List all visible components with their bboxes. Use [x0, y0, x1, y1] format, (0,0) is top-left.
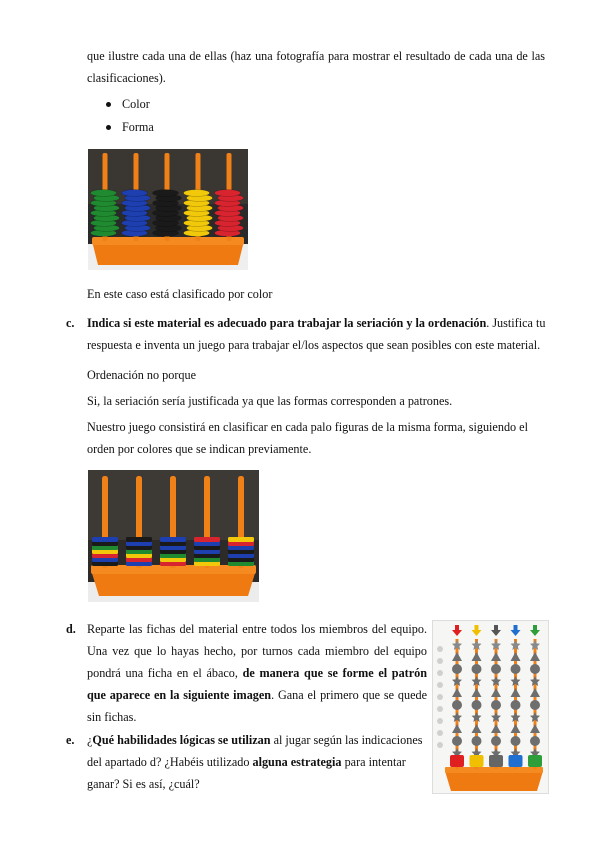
game-description-line-1: Nuestro juego consistirá en clasificar en cada palo figuras de la misma forma, siguiendo el: [87, 420, 528, 434]
pattern-image: [432, 620, 549, 794]
shape-chip: [92, 537, 118, 542]
section-e-rest-1: al jugar según las indicaciones: [270, 733, 423, 747]
intro-line-2: clasificaciones).: [87, 71, 166, 85]
section-d-line-4-bold: que aparece en la siguiente imagen: [87, 688, 272, 702]
section-d-line-4: [87, 687, 427, 703]
abacus-shape-photo: [88, 470, 259, 602]
section-d-line-5: sin fichas.: [87, 710, 137, 724]
color-chip: [215, 190, 241, 197]
pattern-side-chip: [437, 682, 443, 688]
pattern-side-chip: [437, 646, 443, 652]
pattern-circle-chip: [491, 664, 501, 674]
section-c-bold: Indica si este material es adecuado para trabajar la seriación y la ordenación: [87, 316, 487, 330]
color-chip: [122, 190, 148, 197]
caption-color: En este caso está clasificado por color: [87, 287, 273, 301]
pattern-circle-chip: [472, 664, 482, 674]
pattern-side-chip: [437, 742, 443, 748]
abacus-color-photo: [88, 149, 248, 270]
pattern-base-chip: [528, 755, 542, 767]
section-c-heading: [87, 315, 545, 331]
pattern-circle-chip: [491, 700, 501, 710]
bullet-item-forma: Forma: [122, 120, 154, 134]
section-d-line-3-bold: de manera que se forme el patrón: [242, 666, 427, 680]
section-e-line-2: [87, 754, 406, 770]
section-c-after: . Justifica tu: [486, 316, 546, 330]
section-e-bold-2: alguna estrategia: [252, 755, 342, 769]
intro-line-1: que ilustre cada una de ellas (haz una fotografía para mostrar el resultado de cada una de las: [87, 49, 545, 63]
color-chip: [91, 190, 117, 197]
pattern-circle-chip: [530, 736, 540, 746]
pattern-base-chip: [509, 755, 523, 767]
pattern-circle-chip: [452, 700, 462, 710]
pattern-circle-chip: [472, 700, 482, 710]
pattern-side-chip: [437, 670, 443, 676]
pattern-base-chip: [489, 755, 503, 767]
pattern-side-chip: [437, 694, 443, 700]
pattern-circle-chip: [530, 664, 540, 674]
pattern-side-chip: [437, 730, 443, 736]
pattern-base-chip: [450, 755, 464, 767]
section-c-marker: c.: [66, 316, 75, 330]
pattern-base-chip: [470, 755, 484, 767]
shape-chip: [126, 537, 152, 542]
section-d-line-1: Reparte las fichas del material entre todos los miembros del equipo.: [87, 622, 427, 636]
section-d-marker: d.: [66, 622, 76, 636]
section-e-q: ¿: [87, 733, 93, 747]
section-d-line-4-a: . Gana el primero que se quede: [271, 688, 427, 702]
shape-chip: [160, 537, 186, 542]
section-d-line-2: Una vez que lo hayas hecho, por turnos cada miembro del equipo: [87, 644, 427, 658]
bullet-item-color: Color: [122, 97, 150, 111]
pattern-circle-chip: [511, 700, 521, 710]
section-c-line-2: respuesta e inventa un juego para trabajar el/los aspectos que sean posibles con este material.: [87, 338, 541, 352]
pattern-side-chip: [437, 718, 443, 724]
pattern-side-chip: [437, 658, 443, 664]
bullet-dot: [106, 125, 111, 130]
pattern-circle-chip: [511, 736, 521, 746]
section-d-line-3-a: pondrá una ficha en el ábaco,: [87, 666, 243, 680]
section-e-bold-1: Qué habilidades lógicas se utilizan: [92, 733, 271, 747]
color-chip: [153, 190, 179, 197]
pattern-circle-chip: [452, 664, 462, 674]
shape-chip: [228, 537, 254, 542]
section-e-line-3: ganar? Si es así, ¿cuál?: [87, 777, 200, 791]
pattern-side-chip: [437, 706, 443, 712]
section-e-line-2-a: del apartado d? ¿Habéis utilizado: [87, 755, 253, 769]
pattern-circle-chip: [511, 664, 521, 674]
pattern-circle-chip: [472, 736, 482, 746]
section-d-line-3: [87, 665, 427, 681]
section-e-line-1: [87, 732, 423, 748]
answer-seriacion: Si, la seriación sería justificada ya que las formas corresponden a patrones.: [87, 394, 453, 408]
game-description-line-2: orden por colores que se indican previamente.: [87, 442, 312, 456]
pattern-circle-chip: [491, 736, 501, 746]
shape-chip: [194, 537, 220, 542]
bullet-dot: [106, 102, 111, 107]
answer-ordenacion: Ordenación no porque: [87, 368, 196, 382]
pattern-circle-chip: [530, 700, 540, 710]
color-chip: [184, 190, 210, 197]
section-e-line-2-b: para intentar: [341, 755, 406, 769]
section-e-marker: e.: [66, 733, 75, 747]
pattern-circle-chip: [452, 736, 462, 746]
